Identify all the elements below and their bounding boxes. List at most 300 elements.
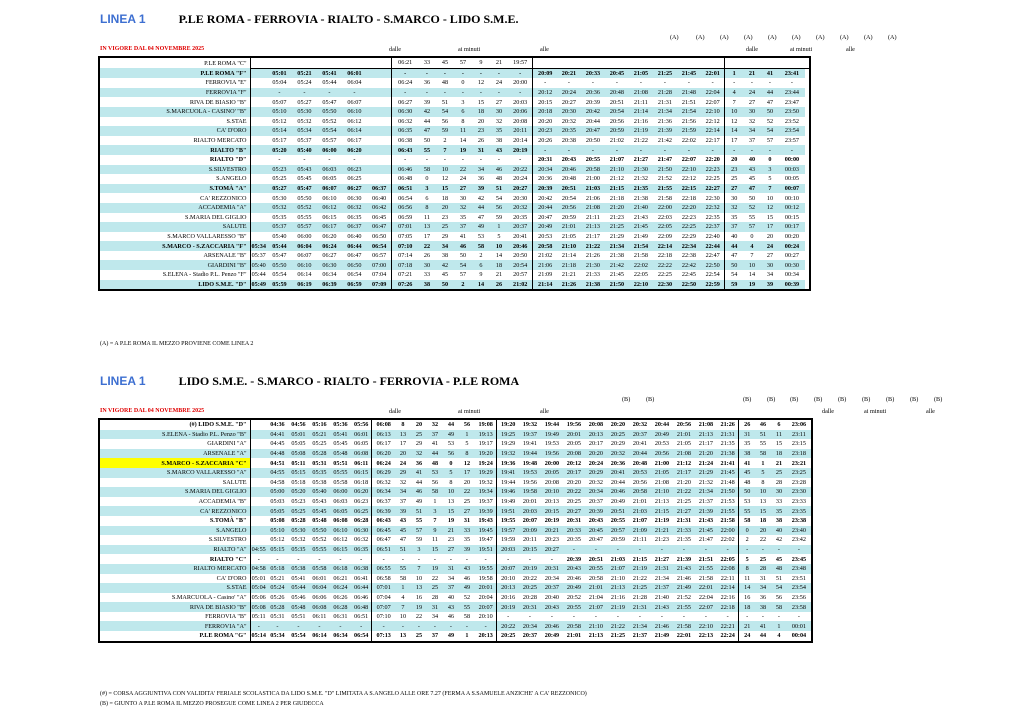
departure-time: 06:24 <box>372 458 395 468</box>
departure-time: 06:10 <box>322 194 337 202</box>
departure-time: - <box>629 145 653 155</box>
departure-time: 22:12 <box>705 117 720 125</box>
departure-time: 19 <box>743 280 761 290</box>
departure-time: - <box>433 555 436 563</box>
stop-name: P.LE ROMA "G" <box>100 631 250 641</box>
departure-time: 05:28 <box>267 602 288 612</box>
departure-time: 30 <box>490 107 508 117</box>
departure-time: 21:15 <box>605 184 629 194</box>
departure-time: 20:44 <box>654 421 670 429</box>
departure-time: 20:38 <box>561 137 576 145</box>
departure-time: 37 <box>454 222 472 232</box>
departure-time: 48 <box>495 175 503 183</box>
departure-time: 05:48 <box>312 517 327 525</box>
departure-time: 05:23 <box>267 165 292 175</box>
departure-time: - <box>459 621 475 631</box>
departure-time: - <box>288 621 309 631</box>
departure-time: 06:25 <box>351 506 372 516</box>
timetable-row <box>100 526 811 536</box>
departure-time: 21:19 <box>607 602 629 612</box>
departure-time: 20:39 <box>585 98 600 106</box>
departure-time: 20:24 <box>557 88 581 98</box>
departure-time: 05:01 <box>288 430 309 440</box>
departure-time: 21:38 <box>581 280 605 290</box>
departure-time: 22:04 <box>698 593 713 601</box>
departure-time: 20:32 <box>632 421 648 429</box>
departure-time: - <box>436 68 454 78</box>
departure-time: 58 <box>771 602 787 612</box>
departure-time: 7 <box>725 97 743 107</box>
departure-time: 21:10 <box>651 487 673 497</box>
line-label: LINEA 1 <box>100 12 146 26</box>
departure-time: 06:44 <box>351 583 372 593</box>
departure-time: 37 <box>399 498 407 506</box>
departure-time <box>761 58 779 68</box>
departure-time: 20:22 <box>563 487 585 497</box>
departure-time: 21:17 <box>698 440 713 448</box>
departure-time: 21:29 <box>609 232 624 240</box>
departure-time: 31 <box>443 564 459 574</box>
departure-time: 20:44 <box>533 203 557 213</box>
departure-time: 06:20 <box>342 145 367 155</box>
departure-time: 19:48 <box>522 459 538 467</box>
departure-time: 22:23 <box>681 213 696 221</box>
departure-time: 05:24 <box>297 79 312 87</box>
departure-time <box>250 107 267 117</box>
departure-time: 20:51 <box>557 184 581 194</box>
departure-time: - <box>572 613 575 621</box>
departure-time: 36 <box>423 79 431 87</box>
departure-time: 41 <box>459 232 467 240</box>
departure-time: 21:09 <box>533 270 557 280</box>
departure-time: 13 <box>759 498 767 506</box>
departure-time: 42 <box>418 107 436 117</box>
departure-time: 05:04 <box>251 584 266 592</box>
departure-time: - <box>475 621 497 631</box>
departure-time: 23:35 <box>787 506 811 516</box>
departure-time: 22:59 <box>701 280 725 290</box>
departure-time: 25 <box>463 498 471 506</box>
departure-time: 20:58 <box>588 574 603 582</box>
departure-time: 21:07 <box>632 517 648 525</box>
stop-name: S.MARCO - S.ZACCARIA "C" <box>100 458 250 468</box>
departure-time: 13 <box>411 583 427 593</box>
departure-time: 21:02 <box>508 280 533 290</box>
departure-time: 31 <box>472 145 490 155</box>
departure-time: 21:08 <box>698 421 714 429</box>
departure-time: - <box>472 68 490 78</box>
departure-time <box>250 203 267 213</box>
departure-time: 15 <box>443 506 459 516</box>
departure-time: 05:23 <box>291 498 306 506</box>
departure-time: 55 <box>418 145 436 155</box>
departure-time: 23:48 <box>787 564 811 574</box>
departure-time: 06:30 <box>392 107 418 117</box>
departure-time: - <box>768 79 771 87</box>
stop-name: FERROVIA "F" <box>100 88 250 98</box>
departure-time: 21:46 <box>676 574 691 582</box>
departure-time: 22:32 <box>701 203 725 213</box>
departure-time: 20 <box>395 449 411 459</box>
stop-name: RIALTO "B" <box>100 145 250 155</box>
departure-time: 28 <box>755 564 771 574</box>
departure-time: 05:10 <box>267 107 292 117</box>
departure-time: 4 <box>743 241 761 251</box>
departure-time: 05:32 <box>297 117 312 125</box>
departure-time: 21:25 <box>676 498 691 506</box>
departure-time <box>250 535 267 545</box>
departure-time: 20:20 <box>585 449 607 459</box>
departure-time <box>250 68 267 78</box>
departure-time: 52 <box>743 203 761 213</box>
departure-time: - <box>508 88 533 98</box>
departure-time: 8 <box>449 478 453 486</box>
departure-time: 12 <box>441 175 449 183</box>
departure-time: - <box>401 555 404 563</box>
departure-time: 20:08 <box>563 449 585 459</box>
departure-time: 19:44 <box>497 478 519 488</box>
departure-time: - <box>351 621 372 631</box>
departure-time: - <box>725 78 743 88</box>
departure-time: 36 <box>477 175 485 183</box>
timetable-row <box>100 155 809 165</box>
service-tag: (A) <box>696 34 705 41</box>
departure-time: 17 <box>399 440 407 448</box>
departure-time: 07:00 <box>367 260 392 270</box>
service-tag: (B) <box>814 396 823 403</box>
stop-name: RIALTO MERCATO <box>100 564 250 574</box>
departure-time: - <box>567 79 570 87</box>
timetable-row <box>100 68 809 78</box>
departure-time: 06:47 <box>372 535 395 545</box>
departure-time: 06:05 <box>354 440 369 448</box>
departure-time: 20:36 <box>610 459 626 467</box>
departure-time: - <box>605 145 629 155</box>
departure-time: 19:20 <box>475 449 497 459</box>
departure-time: 21:58 <box>698 574 713 582</box>
departure-time: - <box>711 79 714 87</box>
departure-time: - <box>418 68 436 78</box>
departure-time: 05:41 <box>330 430 351 440</box>
departure-time: 56 <box>441 117 449 125</box>
departure-time: - <box>797 613 800 621</box>
departure-time: 05:55 <box>309 545 330 555</box>
departure-time: 8 <box>461 117 465 125</box>
departure-time: 22:22 <box>653 260 677 270</box>
departure-time: 21:26 <box>585 252 600 260</box>
departure-time: - <box>533 78 557 88</box>
stop-name: CA' REZZONICO <box>100 193 250 203</box>
departure-time: 27 <box>766 252 774 260</box>
stop-name: S.ANGELO <box>100 174 250 184</box>
departure-time: 20:46 <box>541 621 563 631</box>
departure-time: - <box>490 88 508 98</box>
departure-time: 21:13 <box>607 583 629 593</box>
departure-time: 15 <box>766 213 774 221</box>
departure-time: 05:41 <box>317 68 342 78</box>
departure-time: 19 <box>427 564 443 574</box>
departure-time: 05:35 <box>288 545 309 555</box>
departure-time: 20:21 <box>541 526 563 536</box>
timetable-row <box>100 213 809 223</box>
departure-time: 13 <box>399 632 407 640</box>
departure-time: 05:44 <box>322 79 337 87</box>
departure-time: 20:08 <box>588 421 604 429</box>
departure-time: 20:31 <box>533 155 557 165</box>
departure-time: - <box>318 555 321 563</box>
departure-time: 21:25 <box>610 632 626 640</box>
departure-time: 19:58 <box>519 487 541 497</box>
departure-time: 35 <box>463 536 471 544</box>
departure-time: 05:08 <box>270 517 285 525</box>
departure-time: 25 <box>759 555 767 563</box>
departure-time: 50 <box>436 280 454 290</box>
departure-time: - <box>787 545 811 555</box>
departure-time: 6 <box>454 107 472 117</box>
stop-name: SALUTE <box>100 478 250 488</box>
departure-time: 20:18 <box>533 107 557 117</box>
departure-time: 20:01 <box>475 583 497 593</box>
departure-time: 30 <box>771 487 787 497</box>
departure-time: 06:45 <box>372 213 387 221</box>
departure-time: 21:22 <box>607 621 629 631</box>
departure-time: 05:16 <box>312 421 327 429</box>
departure-time: 43 <box>743 165 761 175</box>
departure-time: - <box>615 79 618 87</box>
departure-time: 22:09 <box>657 232 672 240</box>
departure-time: 8 <box>459 449 475 459</box>
departure-time: 05:01 <box>251 574 266 582</box>
departure-time: 19:37 <box>478 498 493 506</box>
departure-time: 34 <box>395 487 411 497</box>
timetable-row <box>100 612 811 622</box>
departure-time: 21 <box>495 271 503 279</box>
departure-time: - <box>616 613 619 621</box>
departure-time: 32 <box>495 117 503 125</box>
departure-time: 20:13 <box>585 430 607 440</box>
departure-time: 51 <box>775 574 783 582</box>
departure-time: 00:17 <box>779 222 805 232</box>
departure-time: - <box>417 555 420 563</box>
stop-name: ACCADEMIA "A" <box>100 203 250 213</box>
departure-time: 12 <box>477 79 485 87</box>
departure-time: 41 <box>761 68 779 78</box>
departure-time: - <box>497 156 500 164</box>
departure-time: 58 <box>739 516 755 526</box>
departure-time: 21:41 <box>720 459 735 467</box>
departure-time: 22:21 <box>717 621 739 631</box>
departure-time: 21:39 <box>695 506 717 516</box>
departure-time: 23:30 <box>787 487 811 497</box>
departure-time: 20:45 <box>585 526 607 536</box>
departure-time: 21:31 <box>629 602 651 612</box>
departure-time: 21:37 <box>698 498 713 506</box>
departure-time: 20:20 <box>566 478 581 486</box>
departure-time: 17 <box>761 222 779 232</box>
departure-time: 05:28 <box>291 517 306 525</box>
departure-time: 5 <box>497 232 501 240</box>
departure-time: 05:21 <box>309 430 330 440</box>
departure-time: 4 <box>725 88 743 98</box>
departure-time: 19:53 <box>544 440 559 448</box>
departure-time: 20:12 <box>566 459 582 467</box>
departure-time: 21:58 <box>673 621 695 631</box>
departure-time: 05:54 <box>272 271 287 279</box>
departure-time: 21:28 <box>653 88 677 98</box>
departure-time: 23:25 <box>787 468 811 478</box>
departure-time <box>250 174 267 184</box>
departure-time: 22:10 <box>629 280 653 290</box>
departure-time: 23:40 <box>787 526 811 536</box>
departure-time: 21:47 <box>657 156 673 164</box>
departure-time: 20:34 <box>519 621 541 631</box>
departure-time: 21:29 <box>695 468 717 478</box>
departure-time: 19:43 <box>478 517 493 525</box>
departure-time: - <box>309 621 330 631</box>
departure-time: 04:36 <box>270 421 285 429</box>
departure-time: 20:20 <box>610 421 626 429</box>
departure-time: - <box>673 545 695 555</box>
departure-time: 44 <box>725 241 743 251</box>
departure-time: 20:31 <box>519 602 541 612</box>
departure-time: 19:39 <box>475 506 497 516</box>
departure-time: 21:42 <box>605 260 629 270</box>
departure-time: 8 <box>418 203 436 213</box>
departure-time: 06:34 <box>322 271 337 279</box>
departure-time: 06:03 <box>317 165 342 175</box>
stop-name: S.MARCO - S.ZACCARIA "F" <box>100 241 250 251</box>
departure-time: 20 <box>755 526 771 536</box>
departure-time: 20:46 <box>566 574 581 582</box>
departure-time: 05:37 <box>297 137 312 145</box>
departure-time: - <box>739 612 755 622</box>
stop-name: S.ELENA - Stadio P.L. Penzo "F" <box>100 270 250 280</box>
timetable-row <box>100 165 809 175</box>
departure-time: - <box>687 79 690 87</box>
departure-time: 32 <box>399 478 407 486</box>
departure-time: 21:23 <box>609 213 624 221</box>
departure-time: 21:56 <box>681 117 696 125</box>
departure-time: 39 <box>395 506 411 516</box>
departure-time: 21:55 <box>673 602 695 612</box>
departure-time: - <box>777 613 780 621</box>
departure-time: 21:32 <box>698 478 713 486</box>
departure-time: 05:28 <box>309 449 330 459</box>
departure-time: 58 <box>472 241 490 251</box>
departure-time: 44 <box>447 421 455 429</box>
departure-time: 05:20 <box>288 487 309 497</box>
stop-name: S.MARCO VALLARESSO "A" <box>100 468 250 478</box>
departure-time: 21:54 <box>677 107 701 117</box>
departure-time: - <box>550 613 553 621</box>
stop-name: FERROVIA "E" <box>100 78 250 88</box>
departure-time: 46 <box>454 241 472 251</box>
departure-time: 20:19 <box>519 564 541 574</box>
footnote-a: (A) = A P.LE ROMA IL MEZZO PROVIENE COME LINEA 2 <box>100 341 254 347</box>
departure-time: 6 <box>777 421 781 429</box>
departure-time: 0 <box>425 175 429 183</box>
timetable-row <box>100 478 811 488</box>
departure-time: 00:15 <box>784 213 799 221</box>
departure-time: 06:03 <box>333 498 348 506</box>
departure-time: 06:41 <box>354 574 369 582</box>
departure-time: 06:50 <box>372 232 387 240</box>
departure-time: 31 <box>463 517 471 525</box>
departure-time: 21:24 <box>698 459 714 467</box>
departure-time: 21:14 <box>533 280 557 290</box>
departure-time: 44 <box>423 117 431 125</box>
departure-time: 21:25 <box>653 68 677 78</box>
departure-time: 1 <box>490 222 508 232</box>
departure-time: 06:20 <box>372 449 395 459</box>
timetable-row <box>100 564 811 574</box>
departure-time: 18 <box>490 260 508 270</box>
departure-time: 22:35 <box>705 213 720 221</box>
departure-time: 05:25 <box>272 175 287 183</box>
departure-time: 21:06 <box>585 194 600 202</box>
departure-time: 20:35 <box>513 213 528 221</box>
departure-time: 06:31 <box>333 613 348 621</box>
departure-time: 22:05 <box>720 555 735 563</box>
departure-time <box>533 58 557 68</box>
departure-time: 20:23 <box>544 536 559 544</box>
departure-time: 27 <box>459 506 475 516</box>
departure-time: 53 <box>739 497 755 507</box>
departure-time: 22:03 <box>657 213 672 221</box>
departure-time: 14 <box>472 280 490 290</box>
departure-time: 20 <box>463 478 471 486</box>
departure-time: - <box>411 621 427 631</box>
departure-time: 20:15 <box>533 97 557 107</box>
departure-time: 19:13 <box>475 430 497 440</box>
departure-time: 37 <box>725 222 743 232</box>
departure-time: 20:55 <box>563 602 585 612</box>
departure-time: 20:15 <box>541 506 563 516</box>
departure-time: 32 <box>748 117 756 125</box>
departure-time: 22 <box>454 165 472 175</box>
departure-time: - <box>454 68 472 78</box>
departure-time: 1 <box>761 459 765 467</box>
departure-time: 19:56 <box>522 478 537 486</box>
stop-name: P.LE ROMA "F" <box>100 68 250 78</box>
departure-time: 19:20 <box>497 420 519 430</box>
departure-time: 05:10 <box>267 526 288 536</box>
departure-time <box>725 58 743 68</box>
departure-time: 46 <box>447 613 455 621</box>
service-tag: (B) <box>790 396 799 403</box>
departure-time: 21:05 <box>561 232 576 240</box>
departure-time: 04:41 <box>267 430 288 440</box>
departure-time: 23 <box>472 126 490 136</box>
departure-time: 19:29 <box>497 439 519 449</box>
departure-time: 21:15 <box>651 506 673 516</box>
stop-name: GIARDINI "B" <box>100 260 250 270</box>
departure-time: 20:49 <box>563 583 585 593</box>
departure-time: 06:07 <box>347 98 362 106</box>
header-alle: alle <box>540 408 549 415</box>
departure-time: 20:37 <box>588 498 603 506</box>
departure-time <box>367 145 392 155</box>
departure-time: 00:00 <box>784 156 800 164</box>
departure-time: 29 <box>395 468 411 478</box>
departure-time: 06:18 <box>330 564 351 574</box>
departure-time: 38 <box>739 449 755 459</box>
departure-time: 23:54 <box>779 126 805 136</box>
departure-time: 25 <box>427 583 443 593</box>
departure-time: 06:10 <box>292 260 317 270</box>
departure-time: 53 <box>427 468 443 478</box>
departure-time: 06:08 <box>351 449 372 459</box>
